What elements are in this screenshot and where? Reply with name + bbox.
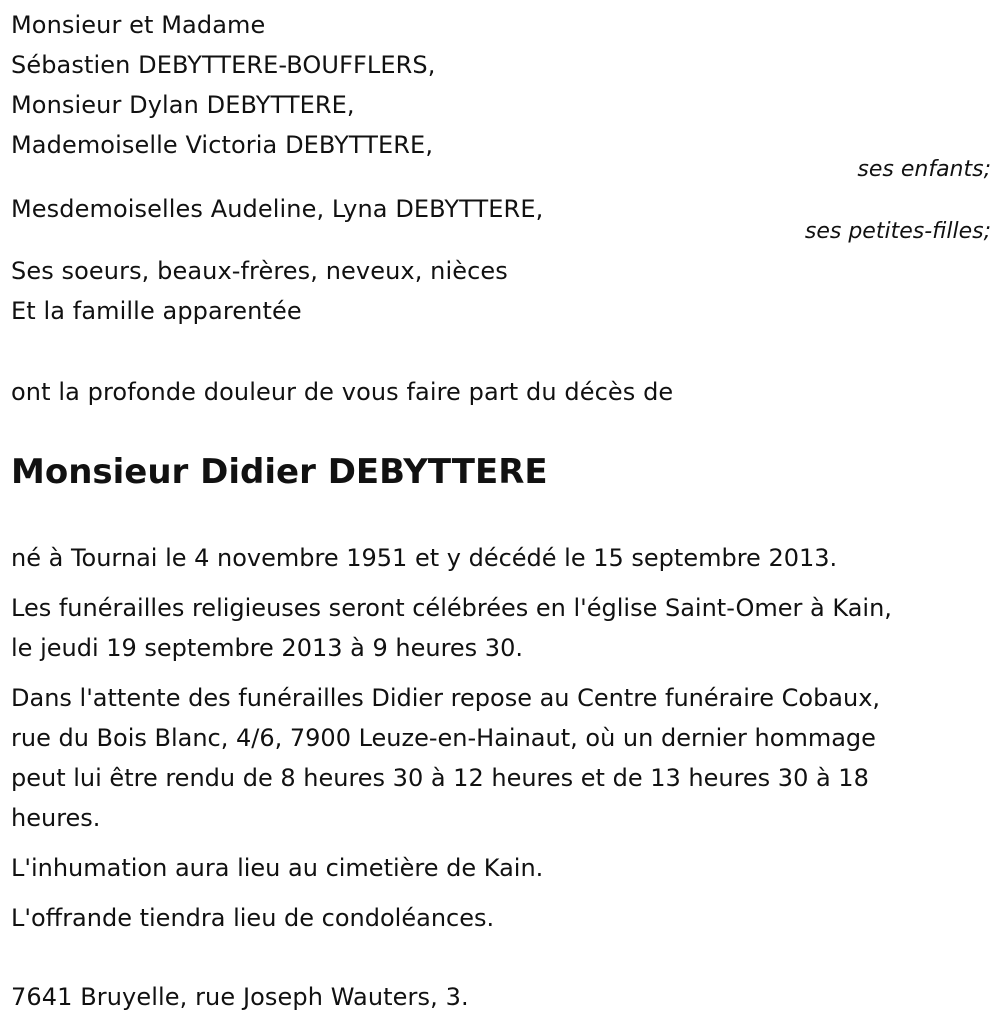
children-list	[11, 5, 435, 165]
children-line-1: Monsieur et Madame	[11, 11, 266, 39]
burial-text: L'inhumation aura lieu au cimetière de Kain.	[11, 854, 544, 882]
repose-line-4: heures.	[11, 804, 101, 832]
grandchildren-role-label: ses petites-filles;	[804, 219, 991, 244]
grandchildren-line: Mesdemoiselles Audeline, Lyna DEBYTTERE,	[11, 195, 544, 223]
offering-text: L'offrande tiendra lieu de condoléances.	[11, 904, 495, 932]
repose-line-1: Dans l'attente des funérailles Didier repose au Centre funéraire Cobaux,	[11, 684, 881, 712]
birth-death-paragraph	[11, 538, 991, 578]
children-role-label: ses enfants;	[857, 157, 991, 182]
family-line-1: Ses soeurs, beaux-frères, neveux, nièces	[11, 257, 508, 285]
repose-paragraph	[11, 678, 991, 838]
children-line-4: Mademoiselle Victoria DEBYTTERE,	[11, 131, 434, 159]
funeral-line-1: Les funérailles religieuses seront célébrées en l'église Saint-Omer à Kain,	[11, 594, 892, 622]
funeral-paragraph	[11, 588, 991, 668]
announcement-text: ont la profonde douleur de vous faire part du décès de	[11, 378, 674, 406]
extended-family	[11, 251, 508, 331]
children-line-2: Sébastien DEBYTTERE-BOUFFLERS,	[11, 51, 436, 79]
family-line-2: Et la famille apparentée	[11, 297, 302, 325]
children-line-3: Monsieur Dylan DEBYTTERE,	[11, 91, 355, 119]
funeral-line-2: le jeudi 19 septembre 2013 à 9 heures 30.	[11, 634, 523, 662]
offering-paragraph	[11, 898, 991, 938]
funeral-details	[11, 538, 991, 948]
deceased-name: Monsieur Didier DEBYTTERE	[11, 452, 548, 492]
repose-line-3: peut lui être rendu de 8 heures 30 à 12 heures et de 13 heures 30 à 18	[11, 764, 869, 792]
birth-death-text: né à Tournai le 4 novembre 1951 et y décédé le 15 septembre 2013.	[11, 544, 838, 572]
repose-line-2: rue du Bois Blanc, 4/6, 7900 Leuze-en-Hainaut, où un dernier hommage	[11, 724, 876, 752]
burial-paragraph	[11, 848, 991, 888]
family-address: 7641 Bruyelle, rue Joseph Wauters, 3.	[11, 983, 469, 1011]
